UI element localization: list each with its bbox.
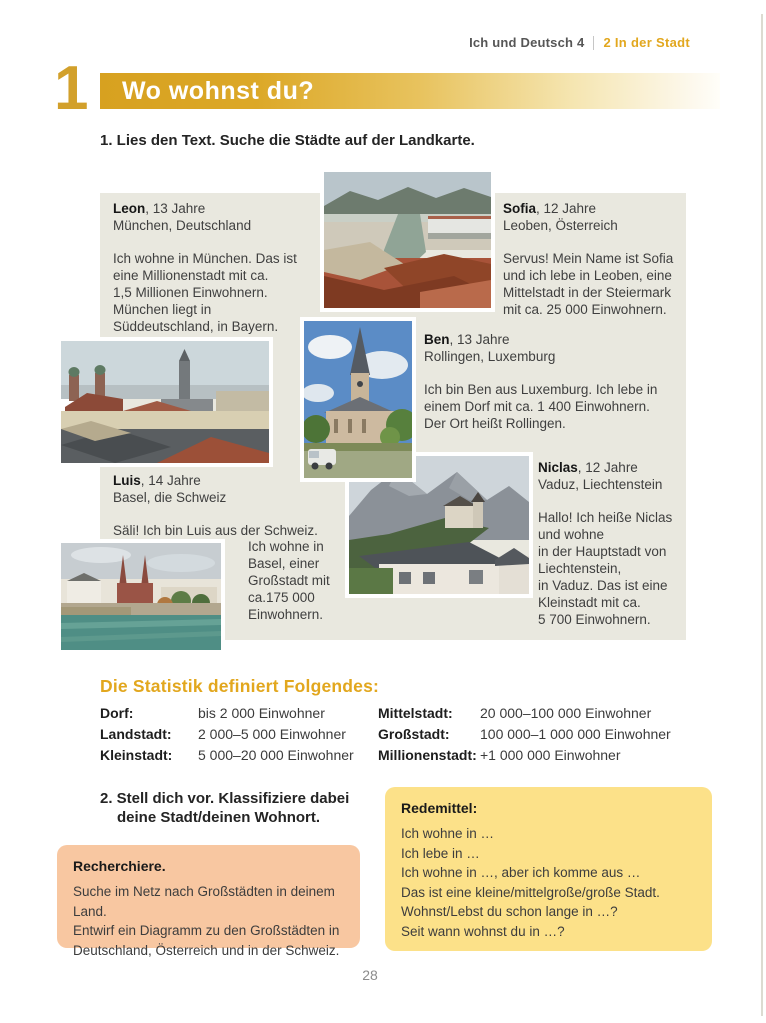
person-text: Ich wohne in München. Das ist eine Millionenstadt mit ca. 1,5 Millionen Einwohnern. München liegt in Süddeutschland, in Bayern. <box>113 251 297 334</box>
person-location: Vaduz, Liechtenstein <box>538 477 663 492</box>
recherchiere-text: Suche im Netz nach Großstädten in deinem Land. Entwirf ein Diagramm zu den Großstädten in Deutschland, Österreich und in der Schweiz. <box>73 884 340 958</box>
photo-rollingen-church <box>300 317 416 482</box>
person-location: Rollingen, Luxemburg <box>424 349 556 364</box>
task-2-text <box>100 789 349 827</box>
luis-text-continued: Ich wohne in Basel, einer Großstadt mit ca.175 000 Einwohnern. <box>248 539 330 622</box>
stat-value: 5 000–20 000 Einwohner <box>198 747 354 763</box>
redemittel-box <box>385 787 712 951</box>
stat-value: bis 2 000 Einwohner <box>198 705 325 721</box>
person-text: Säli! Ich bin Luis aus der Schweiz. <box>113 523 318 538</box>
person-name-line <box>503 200 689 217</box>
stat-value: 20 000–100 000 Einwohner <box>480 705 652 721</box>
lesson-title: Wo wohnst du? <box>122 77 315 105</box>
photo-munich-cityscape <box>57 337 273 467</box>
photo-leoben-town <box>320 168 495 312</box>
recherchiere-box <box>57 845 360 958</box>
stat-value: 100 000–1 000 000 Einwohner <box>480 726 671 742</box>
book-title: Ich und Deutsch 4 <box>469 35 585 50</box>
page-header <box>0 35 690 50</box>
stat-label: Großstadt: <box>378 726 450 742</box>
redemittel-lines: Ich wohne in … Ich lebe in … Ich wohne in …, aber ich komme aus … Das ist eine kleine/mittelgroße/große Stadt. Wohnst/Lebst du schon lange in …? Seit wann wohnst du in …? <box>401 826 660 939</box>
person-age: , 12 Jahre <box>577 460 638 475</box>
lesson-number: 1 <box>54 54 86 123</box>
stat-value: +1 000 000 Einwohner <box>480 747 621 763</box>
person-name: Ben <box>424 332 450 347</box>
person-age: , 12 Jahre <box>536 201 597 216</box>
stat-label: Landstadt: <box>100 726 172 742</box>
page-number: 28 <box>362 967 378 983</box>
task-1-text: 1. Lies den Text. Suche die Städte auf der Landkarte. <box>100 132 475 149</box>
statistik-heading: Die Statistik definiert Folgendes: <box>100 676 380 696</box>
person-age: , 13 Jahre <box>449 332 510 347</box>
person-name: Niclas <box>538 460 578 475</box>
person-name: Leon <box>113 201 146 216</box>
person-location: München, Deutschland <box>113 218 252 233</box>
task-2-line2: deine Stadt/deinen Wohnort. <box>117 809 321 826</box>
person-text: Servus! Mein Name ist Sofia und ich lebe in Leoben, eine Mittelstadt in der Steiermark mit ca. 25 000 Einwohnern. <box>503 251 674 317</box>
person-age: , 13 Jahre <box>145 201 206 216</box>
photo-basel-river <box>57 539 225 654</box>
lesson-title-bar <box>100 73 720 109</box>
person-name: Sofia <box>503 201 537 216</box>
person-card-niclas <box>538 459 693 628</box>
header-divider <box>593 36 594 50</box>
person-text: Hallo! Ich heiße Niclas und wohne in der Hauptstadt von Liechtenstein, in Vaduz. Das ist eine Kleinstadt mit ca. 5 700 Einwohnern. <box>538 510 673 627</box>
statistik-table <box>100 703 686 766</box>
stat-label: Mittelstadt: <box>378 705 453 721</box>
redemittel-title: Redemittel: <box>401 800 478 816</box>
stat-label: Millionenstadt: <box>378 747 477 763</box>
person-card-leon <box>113 200 328 335</box>
stat-label: Kleinstadt: <box>100 747 173 763</box>
chapter-title: 2 In der Stadt <box>603 35 690 50</box>
person-card-ben <box>424 331 692 432</box>
person-text: Ich bin Ben aus Luxemburg. Ich lebe in einem Dorf mit ca. 1 400 Einwohnern. Der Ort heißt Rollingen. <box>424 382 658 431</box>
recherchiere-title: Recherchiere. <box>73 858 166 874</box>
stat-label: Dorf: <box>100 705 134 721</box>
stat-value: 2 000–5 000 Einwohner <box>198 726 346 742</box>
person-name: Luis <box>113 473 141 488</box>
task-2-line1: 2. Stell dich vor. Klassifiziere dabei <box>100 790 350 807</box>
person-location: Basel, die Schweiz <box>113 490 227 505</box>
person-name-line <box>538 459 693 476</box>
person-name-line <box>424 331 692 348</box>
person-age: , 14 Jahre <box>140 473 201 488</box>
page-edge-line <box>761 14 763 1016</box>
person-name-line <box>113 200 328 217</box>
person-location: Leoben, Österreich <box>503 218 618 233</box>
person-card-sofia <box>503 200 689 318</box>
